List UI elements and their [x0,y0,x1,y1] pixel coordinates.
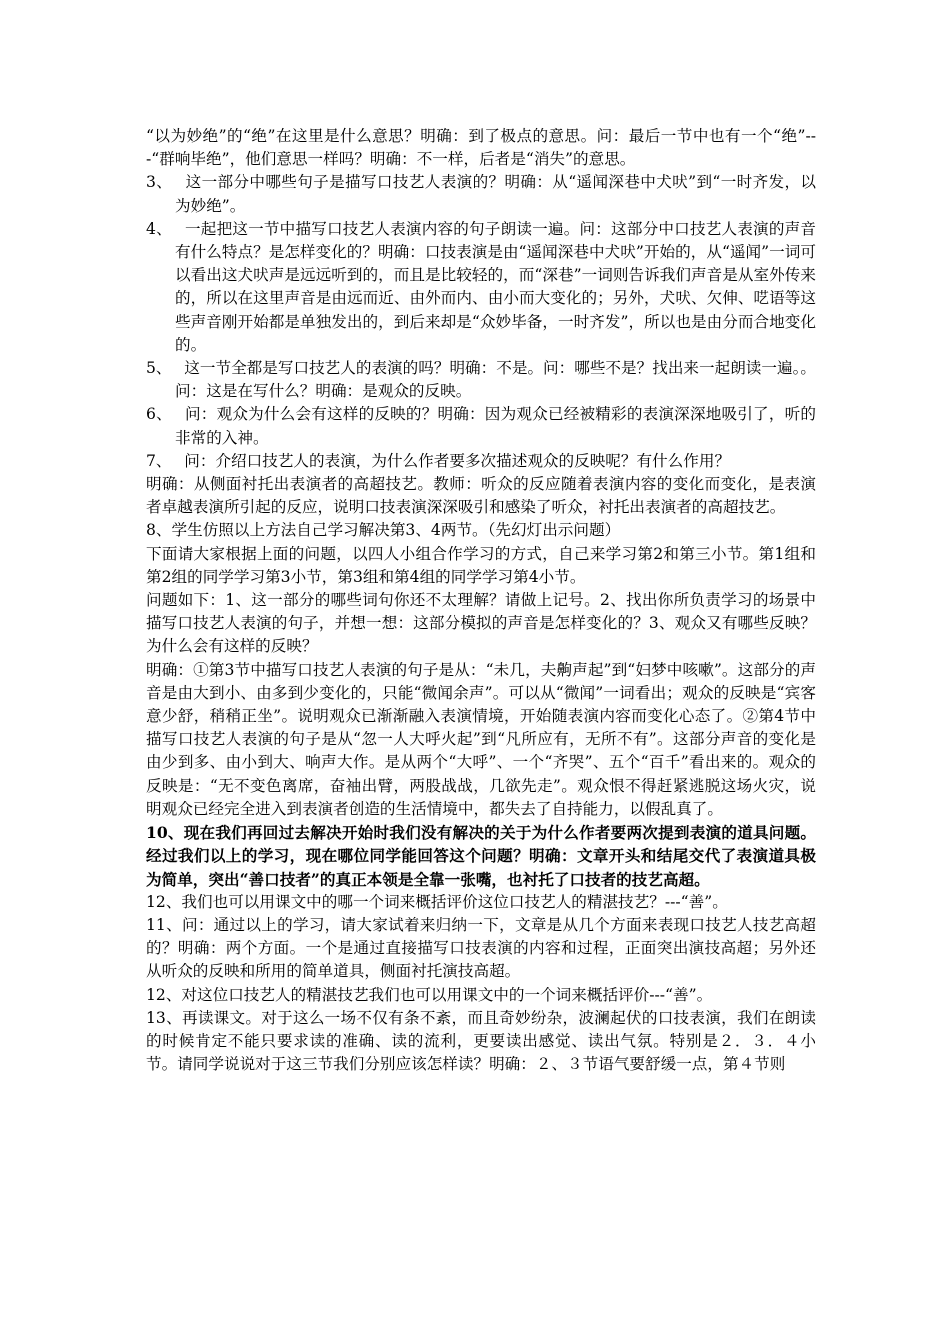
document-body [146,125,816,1076]
paragraph-questions: 问题如下：1、这一部分的哪些词句你还不太理解？请做上记号。2、找出你所负责学习的场景中描写口技艺人表演的句子，并想一想：这部分模拟的声音是怎样变化的？3、观众又有哪些反映？为什么会有这样的反映？ [146,591,816,656]
paragraph-item-7: 7、 问：介绍口技艺人的表演，为什么作者要多次描述观众的反映呢？有什么作用？ [146,451,731,470]
paragraph-item-4: 4、 一起把这一节中描写口技艺人表演内容的句子朗读一遍。问：这部分中口技艺人表演的声音有什么特点？是怎样变化的？明确：口技表演是由“遥闻深巷中犬吠”开始的，从“遥闻”一词可以看出这犬吠声是远远听到的，而且是比较轻的，而“深巷”一词则告诉我们声音是从室外传来的，所以在这里声音是由远而近、由外而内、由小而大变化的；另外，犬吠、欠伸、呓语等这些声音刚开始都是单独发出的，到后来却是“众妙毕备，一时齐发”，所以也是由分而合地变化的。 [146,219,816,354]
paragraph-item-8: 8、学生仿照以上方法自己学习解决第3、4两节。（先幻灯出示问题） [146,521,621,540]
paragraph-item-10-bold: 10、现在我们再回过去解决开始时我们没有解决的关于为什么作者要两次提到表演的道具问题。经过我们以上的学习，现在哪位同学能回答这个问题？明确：文章开头和结尾交代了表演道具极为简单，突出“善口技者”的真正本领是全靠一张嘴，也衬托了口技者的技艺高超。 [146,823,816,889]
paragraph-answer-sections: 明确：①第3节中描写口技艺人表演的句子是从：“未几，夫齁声起”到“妇梦中咳嗽”。这部分的声音是由大到小、由多到少变化的，只能“微闻余声”。可以从“微闻”一词看出；观众的反映是“宾客意少舒，稍稍正坐”。说明观众已渐渐融入表演情境，开始随表演内容而变化心态了。②第4节中描写口技艺人表演的句子是从“忽一人大呼火起”到“凡所应有，无所不有”。这部分声音的变化是由少到多、由小到大、响声大作。是从两个“大呼”、一个“齐哭”、五个“百千”看出来的。观众的反映是：“无不变色离席，奋袖出臂，两股战战，几欲先走”。观众恨不得赶紧逃脱这场火灾，说明观众已经完全进入到表演者创造的生活情境中，都失去了自持能力，以假乱真了。 [146,660,816,818]
paragraph-item-12-second: 12、对这位口技艺人的精湛技艺我们也可以用课文中的一个词来概括评价---“善”。 [146,985,713,1004]
paragraph-item-6: 6、 问：观众为什么会有这样的反映的？明确：因为观众已经被精彩的表演深深地吸引了，听的非常的入神。 [146,405,816,447]
paragraph-answer-7: 明确：从侧面衬托出表演者的高超技艺。教师：听众的反应随着表演内容的变化而变化，是表演者卓越表演所引起的反应，说明口技表演深深吸引和感染了听众，衬托出表演者的高超技艺。 [146,475,816,517]
paragraph-item-13: 13、再读课文。对于这么一场不仅有条不紊，而且奇妙纷杂，波澜起伏的口技表演，我们在朗读的时候肯定不能只要求读的准确、读的流利，更要读出感觉、读出气氛。特别是２．３．４小节。请同学说说对于这三节我们分别应该怎样读？明确：２、３节语气要舒缓一点，第４节则 [146,1008,816,1074]
paragraph-item-11: 11、问：通过以上的学习，请大家试着来归纳一下，文章是从几个方面来表现口技艺人技艺高超的？明确：两个方面。一个是通过直接描写口技表演的内容和过程，正面突出演技高超；另外还从听众的反映和所用的简单道具，侧面衬托演技高超。 [146,915,816,981]
paragraph-item-12-first: 12、我们也可以用课文中的哪一个词来概括评价这位口技艺人的精湛技艺？---“善”。 [146,892,728,911]
paragraph-item-5: 5、 这一节全都是写口技艺人的表演的吗？明确：不是。问：哪些不是？找出来一起朗读一遍。。问：这是在写什么？明确：是观众的反映。 [146,359,816,401]
paragraph-group-instructions: 下面请大家根据上面的问题，以四人小组合作学习的方式，自己来学习第2和第三小节。第1组和第2组的同学学习第3小节，第3组和第4组的同学学习第4小节。 [146,544,816,586]
paragraph-item-3: 3、 这一部分中哪些句子是描写口技艺人表演的？明确：从“遥闻深巷中犬吠”到“一时齐发，以为妙绝”。 [146,173,816,215]
paragraph-intro-jue: “以为妙绝”的“绝”在这里是什么意思？明确：到了极点的意思。问：最后一节中也有一个“绝”---“群响毕绝”，他们意思一样吗？明确：不一样，后者是“消失”的意思。 [146,127,816,169]
